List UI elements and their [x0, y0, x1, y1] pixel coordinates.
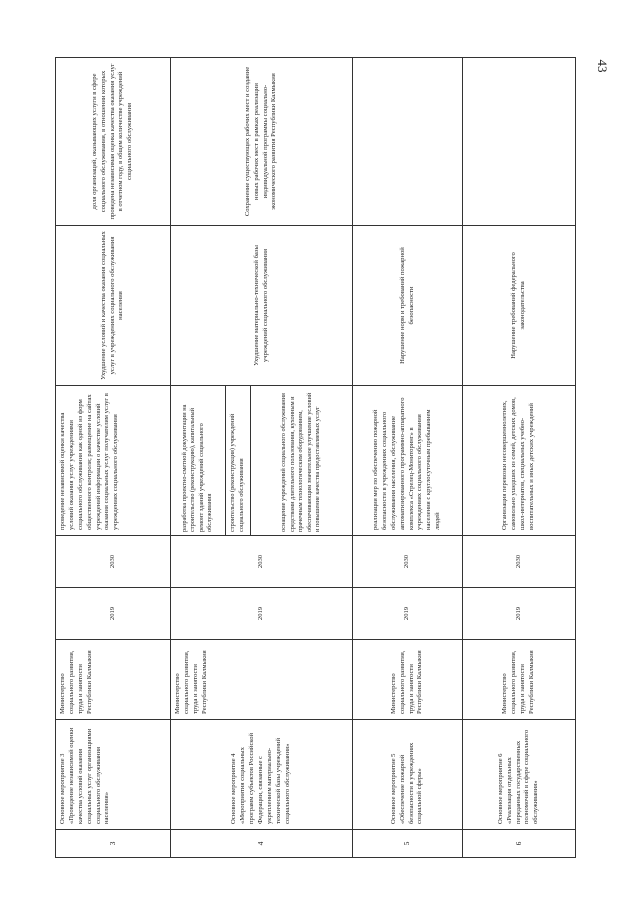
start-year: 2019 [56, 588, 171, 640]
page-number: 43 [595, 59, 610, 73]
consequence: Нарушение норм и требований пожарной безопасности [353, 226, 463, 386]
end-year: 2030 [353, 536, 463, 588]
measure-name: Основное мероприятие 5 «Обеспечение пожарной безопасности в учреждениях социальной сферы» [353, 720, 463, 830]
row-number: 4 [171, 830, 353, 858]
measure-name: Основное мероприятие 3 «Проведение независимой оценки качества условий оказания социальных услуг организациями социального обслуживания населения» [56, 720, 171, 830]
action-item: разработка проектно-сметной документации на строительство (реконструкцию), капитальный ремонт зданий учреждений социального обслуживания [180, 404, 214, 532]
action-item: оснащение учреждений социального обслуживания средствами длительного пользования, кухонным и прачечным технологическим оборудованием, обеспечивающим значительное улучшение условий и повышение качества предоставляемых услуг [251, 386, 352, 535]
consequence: Ухудшение условий и качества оказания социальных услуг в учреждениях социального обслуживания населения [56, 226, 171, 386]
start-year: 2019 [463, 588, 576, 640]
end-year: 2030 [171, 536, 353, 588]
row-number: 3 [56, 830, 171, 858]
end-year: 2030 [56, 536, 171, 588]
table-row [353, 58, 463, 858]
program-table [55, 57, 576, 858]
indicator: доля организаций, оказывающих услуги в сфере социального обслуживания, в отношении которых проведена независимая оценка качества оказания услуг в отчетном году, в общем количестве учреждений социального обслуживания [56, 58, 171, 226]
row-number: 5 [353, 830, 463, 858]
start-year: 2019 [171, 588, 353, 640]
measure-actions: проведение независимой оценки качества условий оказания услуг учреждениями социального обслуживания как одной из форм общественного контроля; размещение на сайтах учреждений информации о качестве условий оказания социальных услуг получателям услуг в учреждениях социального обслуживания [56, 386, 171, 536]
measure-actions: Организация перевозки несовершеннолетних, самовольно ушедших из семей, детских домов, школ-интернатов, специальных учебно-воспитательных и иных детских учреждений [463, 386, 576, 536]
table-row [171, 58, 353, 858]
measure-actions [171, 386, 353, 536]
executor: Министерство социального развития, труда и занятости Республики Калмыкия [56, 640, 171, 720]
indicator [353, 58, 463, 226]
row-number: 6 [463, 830, 576, 858]
measure-name: Основное мероприятие 6 «Реализация отдельных переданных государственных полномочий в сфере социального обслуживания» [463, 720, 576, 830]
start-year: 2019 [353, 588, 463, 640]
consequence: Нарушение требований федерального законодательства [463, 226, 576, 386]
table-row [56, 58, 171, 858]
action-item: строительство (реконструкция) учреждений социального обслуживания [225, 386, 250, 535]
indicator [463, 58, 576, 226]
executor: Министерство социального развития, труда и занятости Республики Калмыкия [353, 640, 463, 720]
actions-subtable [171, 386, 352, 535]
consequence: Ухудшение материально-технической базы учреждений социального обслуживания [171, 226, 353, 386]
measure-name: Основное мероприятие 4 «Мероприятия социальных программ субъектов Российской Федерации, связанные с укреплением материально-технической базы учреждений социального обслуживания» [171, 720, 353, 830]
table-row [463, 58, 576, 858]
program-table-rotated [55, 58, 575, 858]
measure-actions: реализация мер по обеспечению пожарной безопасности в учреждениях социального обслуживания населения, обслуживание автоматизированного программно-аппаратного комплекса «Стрелец-Мониторинг» в учреждениях социального обслуживания населения с круглосуточным пребыванием людей [353, 386, 463, 536]
executor: Министерство социального развития, труда и занятости Республики Калмыкия [171, 640, 353, 720]
end-year: 2030 [463, 536, 576, 588]
executor: Министерство социального развития, труда и занятости Республики Калмыкия [463, 640, 576, 720]
indicator: Сохранение существующих рабочих мест и создание новых рабочих мест в рамках реализации индивидуальной программы социально-экономического развития Республики Калмыкия [171, 58, 353, 226]
